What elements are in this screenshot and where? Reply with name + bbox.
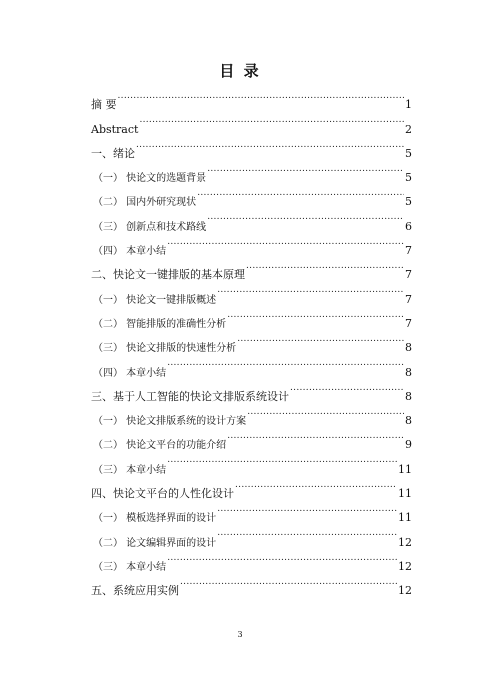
toc-leader-dots <box>118 84 405 108</box>
toc-entry-page: 7 <box>405 244 412 258</box>
toc-entry-chapter-1[interactable] <box>91 133 412 160</box>
toc-entry-label: （二） 论文编辑界面的设计 <box>93 537 217 549</box>
toc-entry-abstract-en[interactable] <box>91 108 412 136</box>
toc-entry-page: 8 <box>405 365 412 379</box>
toc-entry-abstract-cn[interactable] <box>91 84 412 112</box>
toc-leader-dots <box>207 157 404 181</box>
toc-leader-dots <box>227 424 404 448</box>
toc-entry-page: 7 <box>405 268 412 282</box>
toc-leader-dots <box>207 205 404 229</box>
toc-entry-label: （一） 快论文的选题背景 <box>93 173 207 185</box>
toc-entry-label: （一） 模板选择界面的设计 <box>93 513 217 525</box>
toc-entry-label: （二） 智能排版的准确性分析 <box>93 318 227 330</box>
table-of-contents <box>91 84 412 598</box>
toc-entry-page: 6 <box>405 219 412 233</box>
toc-entry-label: 三、基于人工智能的快论文排版系统设计 <box>91 389 289 403</box>
toc-entry-page: 7 <box>405 292 412 306</box>
toc-entry-label: 二、快论文一键排版的基本原理 <box>91 268 245 282</box>
toc-entry-page: 11 <box>398 487 412 501</box>
toc-leader-dots <box>197 181 404 205</box>
toc-leader-dots <box>167 546 397 570</box>
toc-leader-dots <box>290 376 404 400</box>
toc-entry-label: （二） 快论文平台的功能介绍 <box>93 440 227 452</box>
toc-entry-page: 8 <box>405 389 412 403</box>
toc-entry-label: （三） 本章小结 <box>93 561 167 573</box>
toc-entry-label: （二） 国内外研究现状 <box>93 197 197 209</box>
toc-entry-label: 四、快论文平台的人性化设计 <box>91 487 234 501</box>
toc-leader-dots <box>180 570 397 594</box>
toc-entry-page: 8 <box>405 341 412 355</box>
toc-entry-page: 5 <box>405 146 412 160</box>
toc-entry-label: （一） 快论文一键排版概述 <box>93 294 217 306</box>
toc-entry-page: 7 <box>405 316 412 330</box>
toc-leader-dots <box>217 278 404 302</box>
toc-leader-dots <box>167 230 404 254</box>
toc-entry-label: （三） 创新点和技术路线 <box>93 221 207 233</box>
toc-entry-label: （一） 快论文排版系统的设计方案 <box>93 416 247 428</box>
toc-leader-dots <box>246 254 404 278</box>
toc-entry-page: 5 <box>405 171 412 185</box>
page-title: 目 录 <box>219 62 261 80</box>
toc-leader-dots <box>247 400 404 424</box>
toc-entry-label: （三） 快论文排版的快速性分析 <box>93 343 237 355</box>
toc-entry-page: 1 <box>405 98 412 112</box>
toc-entry-page: 8 <box>405 414 412 428</box>
toc-entry-page: 5 <box>405 195 412 209</box>
toc-entry-page: 11 <box>398 511 412 525</box>
page-number: 3 <box>237 630 243 639</box>
toc-entry-page: 11 <box>398 462 412 476</box>
toc-entry-page: 2 <box>405 122 412 136</box>
toc-entry-page: 12 <box>398 584 412 598</box>
toc-entry-label: 摘 要 <box>91 98 117 112</box>
toc-entry-label: （三） 本章小结 <box>93 464 167 476</box>
toc-leader-dots <box>237 327 404 351</box>
toc-leader-dots <box>235 473 397 497</box>
toc-entry-section-1-1[interactable] <box>91 157 412 185</box>
toc-leader-dots <box>136 133 404 157</box>
toc-entry-page: 12 <box>398 535 412 549</box>
toc-entry-page: 12 <box>398 559 412 573</box>
toc-leader-dots <box>217 497 397 521</box>
toc-entry-label: 一、绪论 <box>91 146 135 160</box>
toc-entry-label: （四） 本章小结 <box>93 367 167 379</box>
toc-leader-dots <box>227 303 404 327</box>
toc-entry-label: 五、系统应用实例 <box>91 584 179 598</box>
toc-entry-page: 9 <box>405 438 412 452</box>
toc-entry-label: Abstract <box>91 122 139 136</box>
toc-leader-dots <box>167 351 404 375</box>
toc-leader-dots <box>217 521 397 545</box>
toc-leader-dots <box>167 448 397 472</box>
toc-leader-dots <box>139 108 404 132</box>
toc-entry-label: （四） 本章小结 <box>93 246 167 258</box>
